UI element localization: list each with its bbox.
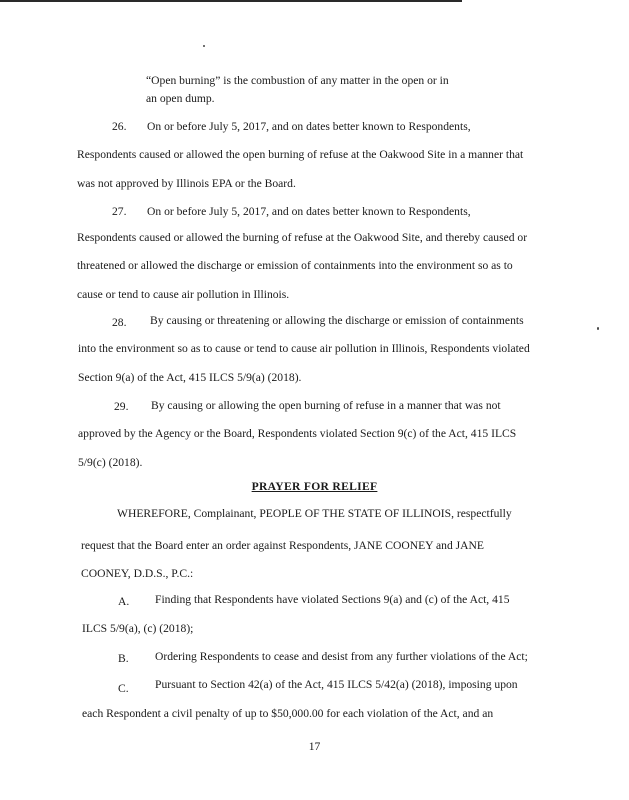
- page-number: 17: [308, 740, 321, 753]
- relief-item-letter: C.: [118, 682, 129, 695]
- relief-item-line: ILCS 5/9(a), (c) (2018);: [82, 622, 194, 635]
- definition-line: an open dump.: [146, 92, 215, 105]
- relief-item-letter: B.: [118, 652, 129, 665]
- paragraph-line: By causing or threatening or allowing the discharge or emission of containments: [150, 314, 524, 327]
- paragraph-line: into the environment so as to cause or tend to cause air pollution in Illinois, Respondents violated: [78, 342, 530, 355]
- relief-item-line: Pursuant to Section 42(a) of the Act, 415 ILCS 5/42(a) (2018), imposing upon: [155, 678, 518, 691]
- paragraph-number: 26.: [112, 120, 127, 133]
- relief-item-letter: A.: [118, 595, 130, 608]
- prayer-intro-line: COONEY, D.D.S., P.C.:: [81, 567, 194, 580]
- definition-line: “Open burning” is the combustion of any matter in the open or in: [146, 74, 449, 87]
- paragraph-number: 29.: [114, 400, 129, 413]
- paragraph-line: On or before July 5, 2017, and on dates better known to Respondents,: [147, 205, 471, 218]
- paragraph-line: Respondents caused or allowed the open burning of refuse at the Oakwood Site in a manner that: [77, 148, 524, 161]
- paragraph-number: 28.: [112, 316, 127, 329]
- paragraph-line: Respondents caused or allowed the burning of refuse at the Oakwood Site, and thereby caused or: [77, 231, 528, 244]
- paragraph-line: On or before July 5, 2017, and on dates better known to Respondents,: [147, 120, 471, 133]
- paragraph-line: was not approved by Illinois EPA or the Board.: [77, 177, 296, 190]
- prayer-heading: PRAYER FOR RELIEF: [251, 480, 378, 493]
- scan-speck: [203, 45, 205, 47]
- scan-speck: [597, 327, 599, 330]
- relief-item-line: Ordering Respondents to cease and desist from any further violations of the Act;: [155, 650, 528, 663]
- paragraph-line: By causing or allowing the open burning of refuse in a manner that was not: [151, 399, 501, 412]
- scan-top-border: [0, 0, 462, 2]
- paragraph-line: Section 9(a) of the Act, 415 ILCS 5/9(a) (2018).: [78, 371, 302, 384]
- paragraph-line: 5/9(c) (2018).: [78, 456, 143, 469]
- relief-item-line: Finding that Respondents have violated Sections 9(a) and (c) of the Act, 415: [155, 593, 510, 606]
- relief-item-line: each Respondent a civil penalty of up to $50,000.00 for each violation of the Act, and an: [82, 707, 494, 720]
- paragraph-line: cause or tend to cause air pollution in Illinois.: [77, 288, 290, 301]
- prayer-intro-line: WHEREFORE, Complainant, PEOPLE OF THE STATE OF ILLINOIS, respectfully: [117, 507, 512, 520]
- paragraph-line: approved by the Agency or the Board, Respondents violated Section 9(c) of the Act, 415 ILCS: [78, 427, 517, 440]
- paragraph-line: threatened or allowed the discharge or emission of containments into the environment so as to: [77, 259, 513, 272]
- paragraph-number: 27.: [112, 205, 127, 218]
- prayer-intro-line: request that the Board enter an order against Respondents, JANE COONEY and JANE: [81, 539, 485, 552]
